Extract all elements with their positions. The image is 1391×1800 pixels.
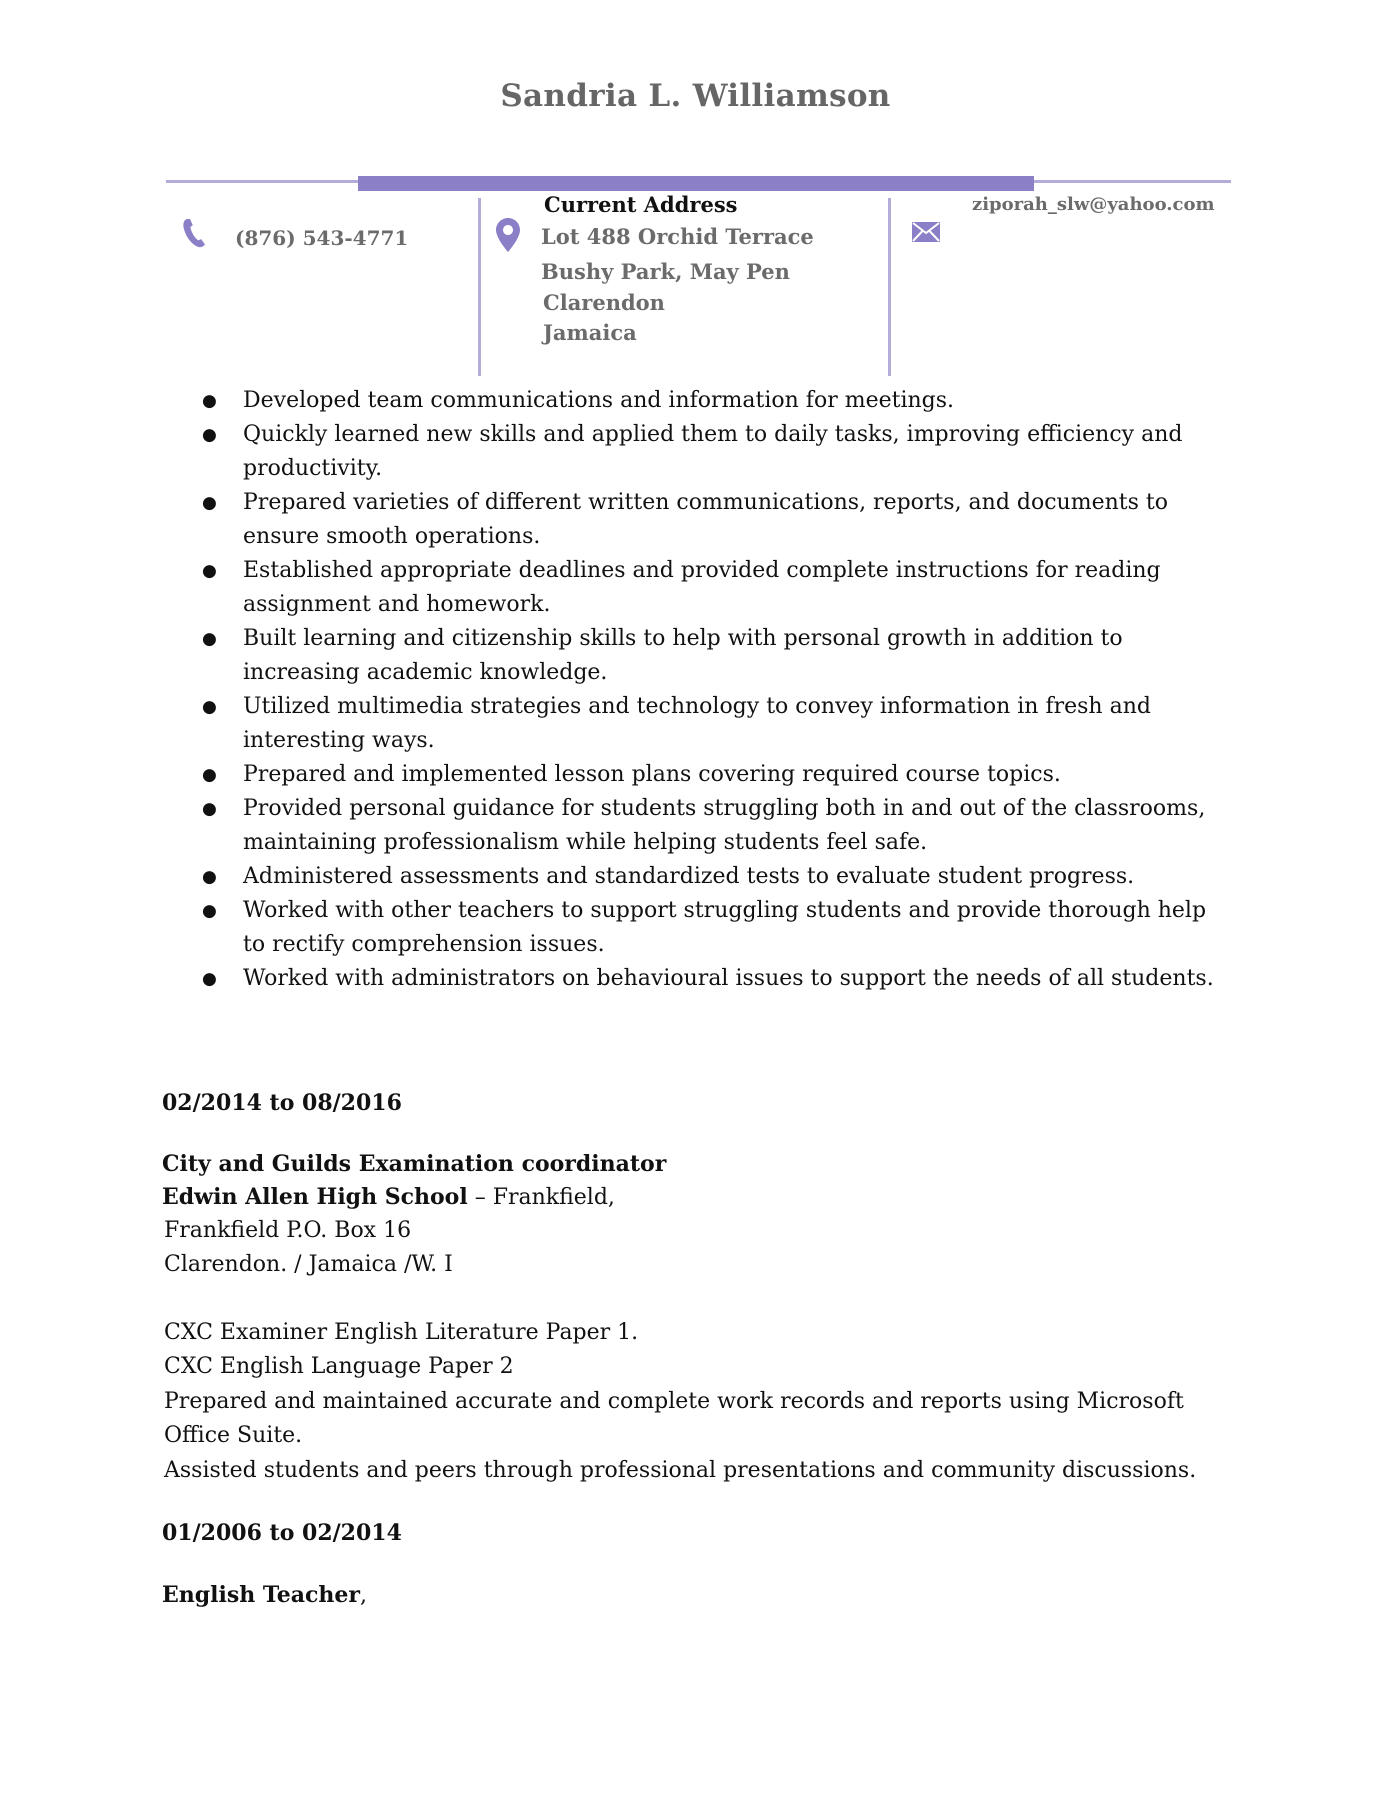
job1-title: City and Guilds Examination coordinator	[162, 1151, 667, 1177]
job1-employer-line	[162, 1180, 1222, 1215]
job1-duty-2: CXC English Language Paper 2	[164, 1354, 514, 1379]
list-item: ● Worked with other teachers to support struggling students and provide thorough help to rectify comprehension issues.	[200, 894, 1220, 962]
job1-duty-3: Prepared and maintained accurate and complete work records and reports using Microsoft Office Suite.	[164, 1389, 1184, 1448]
list-item: ● Utilized multimedia strategies and technology to convey information in fresh and interesting ways.	[200, 690, 1220, 758]
job1-address-line-1: Frankfield P.O. Box 16	[164, 1218, 412, 1243]
address-line-1: Lot 488 Orchid Terrace	[541, 224, 814, 249]
list-item: ● Built learning and citizenship skills to help with personal growth in addition to increasing academic knowledge.	[200, 622, 1220, 690]
contact-divider-left	[478, 198, 481, 376]
job2-title-line	[162, 1578, 1222, 1613]
list-item: ● Developed team communications and information for meetings.	[200, 384, 1220, 418]
header-accent-bar	[358, 176, 1034, 191]
address-line-4: Jamaica	[543, 320, 637, 345]
envelope-icon	[912, 222, 940, 242]
list-item: ● Provided personal guidance for students struggling both in and out of the classrooms, maintaining professionalism while helping students feel safe.	[200, 792, 1220, 860]
contact-divider-right	[888, 198, 891, 376]
job1-duty-4: Assisted students and peers through professional presentations and community discussions.	[164, 1458, 1197, 1483]
job2-title: English Teacher	[162, 1582, 360, 1608]
resume-name: Sandria L. Williamson	[500, 78, 891, 114]
list-item: ● Quickly learned new skills and applied them to daily tasks, improving efficiency and productivity.	[200, 418, 1220, 486]
phone-icon	[182, 218, 206, 248]
job1-address-line-2: Clarendon. / Jamaica /W. I	[164, 1252, 453, 1277]
email-address: ziporah_slw@yahoo.com	[972, 194, 1215, 215]
address-line-3: Clarendon	[543, 290, 665, 315]
job1-duty-1: CXC Examiner English Literature Paper 1.	[164, 1320, 639, 1345]
list-item: ● Prepared varieties of different written communications, reports, and documents to ensure smooth operations.	[200, 486, 1220, 554]
responsibility-list	[200, 384, 1220, 996]
map-pin-icon	[496, 218, 520, 252]
job2-title-comma: ,	[359, 1583, 367, 1608]
job1-employer: Edwin Allen High School	[162, 1184, 468, 1210]
job2-dates: 01/2006 to 02/2014	[162, 1520, 402, 1546]
phone-number: (876) 543-4771	[235, 226, 409, 250]
job1-dates: 02/2014 to 08/2016	[162, 1090, 402, 1116]
job1-employer-location: – Frankfield,	[467, 1185, 615, 1210]
address-line-2: Bushy Park, May Pen	[541, 259, 790, 284]
address-heading: Current Address	[544, 192, 738, 217]
list-item: ● Established appropriate deadlines and provided complete instructions for reading assignment and homework.	[200, 554, 1220, 622]
list-item: ● Worked with administrators on behavioural issues to support the needs of all students.	[200, 962, 1220, 996]
list-item: ● Administered assessments and standardized tests to evaluate student progress.	[200, 860, 1220, 894]
list-item: ● Prepared and implemented lesson plans covering required course topics.	[200, 758, 1220, 792]
